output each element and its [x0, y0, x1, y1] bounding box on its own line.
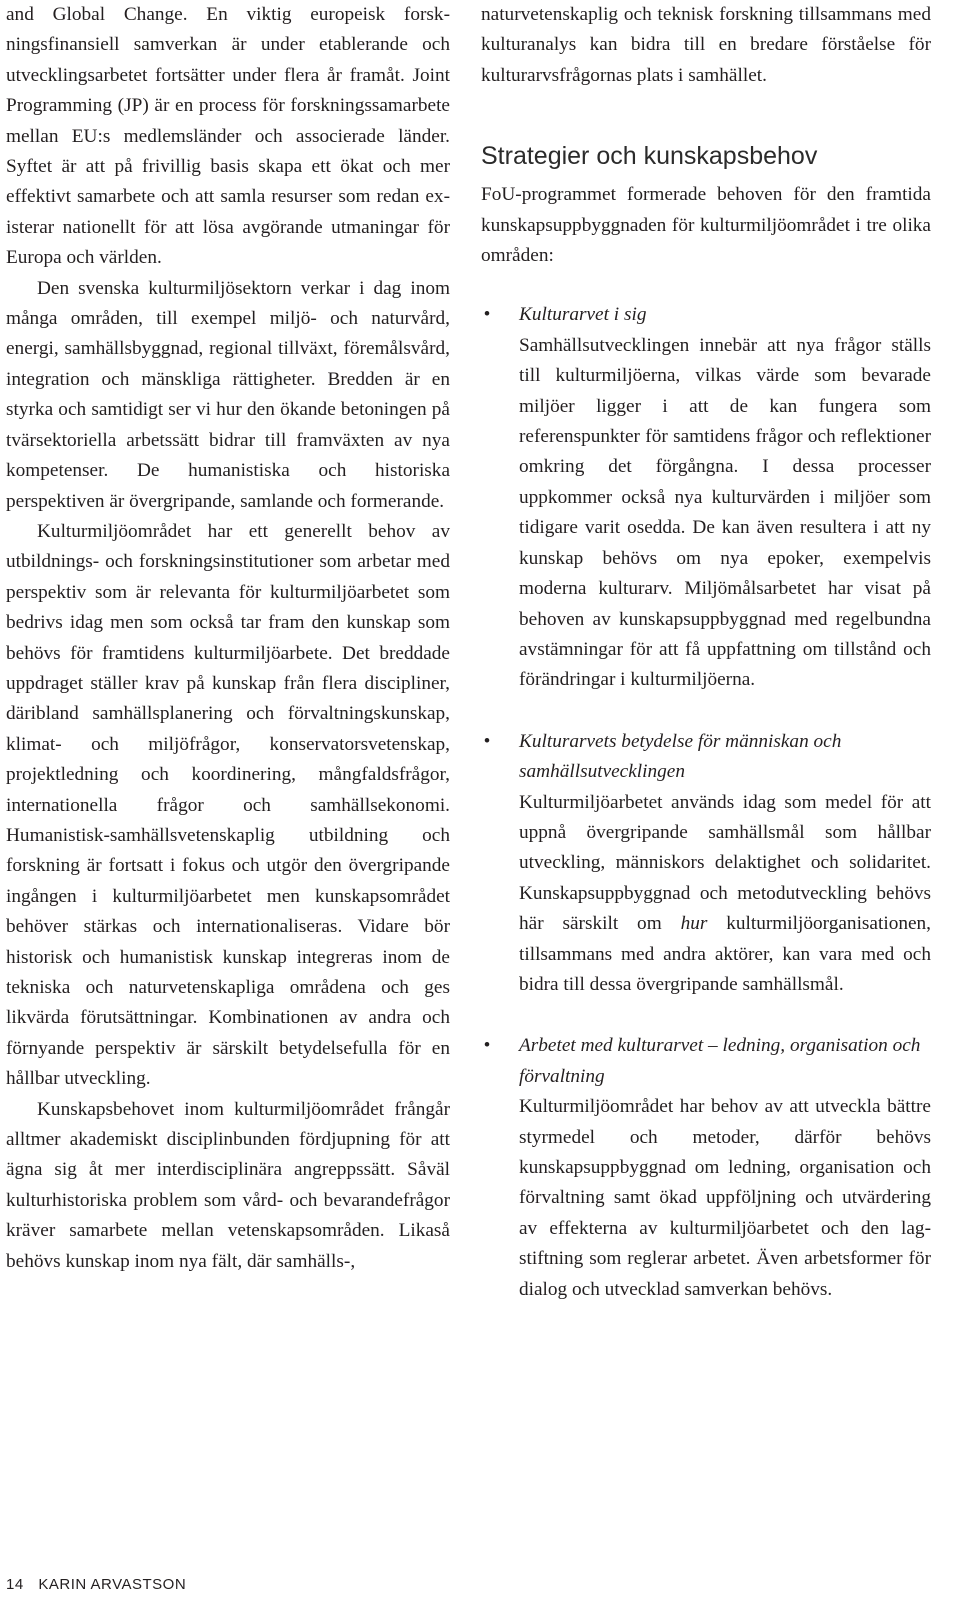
- bullet-body: Kulturmiljöområdet har behov av att utveckla bättre styrmedel och metoder, därför behövs kunskapsuppbyggnad om ledning, organisation och förvaltning samt ökad uppföljning och utvärdering av effekterna av kulturmiljöarbetet och den lagstiftning som reglerar arbetet. Även arbetsformer för dialog och utvecklad samverkan behövs.: [519, 1096, 931, 1300]
- bullet-dot-icon: •: [483, 304, 491, 326]
- bullet-list: [481, 300, 931, 1305]
- lead-paragraph: FoU-programmet formerade behoven för den framtida kunskapsuppbyggnaden för kulturmiljöområdet i tre olika områden:: [481, 184, 931, 267]
- body-paragraph: naturvetenskaplig och teknisk forskning tillsammans med kulturanalys kan bidra till en bredare förståelse för kulturarvsfrågornas plats i samhället.: [481, 4, 931, 86]
- bullet-body: Samhällsutvecklingen innebär att nya frågor ställs till kulturmiljöerna, vilkas värde som bevarade miljöer ligger i att de kan fungera som referenspunkter för samtidens frågor och reflektioner omkring det förgångna. I dessa processer uppkommer också nya kulturvärden i miljöer som tidigare varit osedda. De kan även resultera i att ny kunskap behövs om nya epoker, exempelvis moderna kulturarv. Miljömålsarbetet har visat på behoven av kunskapsuppbyggnad med regelbundna avstämningar för att få uppfattning om tillstånd och förändringar i kulturmiljöerna.: [519, 334, 931, 691]
- list-item: [481, 727, 931, 1001]
- bullet-body-text: kulturmiljöorganisationen, tillsammans med andra aktörer, kan vara med och bidra till dessa övergripande samhällsmål.: [519, 913, 931, 995]
- body-paragraph: and Global Change. En viktig europeisk forskningsfinansiell samverkan är under etablerande och utvecklingsarbetet fortsätter under flera år framåt. Joint Programming (JP) är en process för forskningssamarbete mellan EU:s medlemsländer och associerade länder. Syftet är att på frivillig basis skapa ett ökat och mer effektivt samarbete och att samla resurser som redan existerar nationellt för att lösa avgörande utmaningar för Europa och världen.: [6, 4, 450, 269]
- bullet-dot-icon: •: [483, 1035, 491, 1057]
- left-column: [6, 0, 450, 1277]
- right-column: [481, 0, 931, 1336]
- bullet-dot-icon: •: [483, 730, 491, 752]
- body-paragraph: Kunskapsbehovet inom kulturmiljöområdet frångår alltmer akademiskt disciplinbunden fördjupning för att ägna sig åt mer interdisciplinära angreppssätt. Såväl kulturhistoriska problem som vård- och bevarandefrågor kräver samarbete mellan vetenskapsområden. Likaså behövs kunskap inom nya fält, där samhälls-,: [6, 1098, 450, 1272]
- body-paragraph: Den svenska kulturmiljösektorn verkar i dag inom många områden, till exempel miljö- och naturvård, energi, samhällsbyggnad, regional tillväxt, föremålsvård, integration och mänskliga rättigheter. Bredden är en styrka och samtidigt ser vi hur den ökande betoningen på tvärsektoriella arbetssätt bidrar till framväxten av nya kompetenser. De humanistiska och historiska perspektiven är övergripande, samlande och formerande.: [6, 277, 450, 512]
- bullet-title: Kulturarvet i sig: [519, 304, 647, 326]
- section-heading: Strategier och kunskapsbehov: [481, 142, 818, 171]
- bullet-body-emphasis: hur: [680, 913, 708, 935]
- page-footer: [6, 1576, 186, 1593]
- list-item: [481, 1031, 931, 1305]
- body-paragraph: Kulturmiljöområdet har ett generellt behov av utbildnings- och forskningsinstitutioner som arbetar med perspektiv som är relevanta för kulturmiljöarbetet som bedrivs idag men som också tar fram den kunskap som behövs för framtidens kulturmiljöarbete. Det breddade uppdraget ställer krav på kunskap från flera discipliner, däribland samhällsplanering och förvaltningskunskap, klimat- och miljöfrågor, konservatorsvetenskap, projektledning och koordinering, mångfaldsfrågor, internationella frågor och samhällsekonomi. Humanistisk-samhällsvetenskaplig utbildning och forskning är fortsatt i fokus och utgör den övergripande ingången i kulturmiljöarbetet men kunskapsområdet behöver stärkas och internationaliseras. Vidare bör historisk och humanistisk kunskap integreras inom de tekniska och naturvetenskapliga områdena och ges likvärda förutsättningar. Kombinationen av andra och förnyande perspektiv är särskilt betydelsefulla för en hållbar utveckling.: [6, 520, 450, 1090]
- list-item: [481, 300, 931, 695]
- bullet-body: [519, 788, 931, 1001]
- bullet-title: Kulturarvets betydelse för människan och samhällsutvecklingen: [519, 730, 842, 783]
- bullet-title: Arbetet med kulturarvet – ledning, organisation och förvaltning: [519, 1035, 921, 1087]
- bullet-body-text: Kulturmiljöarbetet används idag som medel för att uppnå övergripande samhällsmål som hållbar utveckling, människors delaktighet och solidaritet. Kunskapsuppbyggnad och metodutveckling behövs här särskilt om: [519, 791, 931, 935]
- running-author: KARIN ARVASTSON: [38, 1576, 187, 1593]
- page-number: 14: [6, 1576, 24, 1593]
